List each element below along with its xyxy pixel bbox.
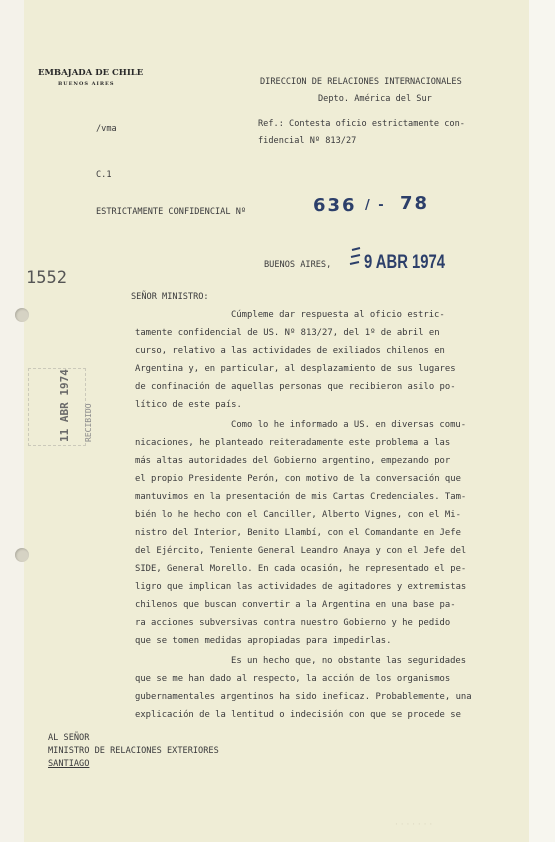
body-line: el propio Presidente Perón, con motivo de la conversación que [135, 474, 461, 484]
body-line: más altas autoridades del Gobierno argentino, empezando por [135, 456, 451, 466]
received-stamp-text: RECIBIDO [84, 403, 93, 442]
body-line: SIDE, General Morello. En cada ocasión, he representado el pe- [135, 564, 467, 574]
document-year: 78 [400, 193, 430, 214]
body-line: de confinación de aquellas personas que recibieron asilo po- [135, 382, 456, 392]
body-line: mantuvimos en la presentación de mis Cartas Credenciales. Tam- [135, 492, 467, 502]
body-line: explicación de la lentitud o indecisión con que se procede se [135, 710, 461, 720]
date-place: BUENOS AIRES, [264, 260, 332, 270]
body-line: bién lo he hecho con el Canciller, Alberto Vignes, con el Mi- [135, 510, 461, 520]
document-number: 636 [313, 195, 357, 216]
body-line: del Ejército, Teniente General Leandro Anaya y con el Jefe del [135, 546, 467, 556]
embassy-name: EMBAJADA DE CHILE [38, 68, 144, 78]
body-line: lítico de este país. [135, 400, 242, 410]
received-stamp [26, 360, 93, 450]
body-line: Argentina y, en particular, al desplazamiento de sus lugares [135, 364, 456, 374]
reference-line-1: Ref.: Contesta oficio estrictamente con- [258, 119, 465, 129]
body-line: chilenos que buscan convertir a la Argentina en una base pa- [135, 600, 456, 610]
body-line: que se me han dado al respecto, la acción de los organismos [135, 674, 451, 684]
body-line: gubernamentales argentinos ha sido ineficaz. Probablemente, una [135, 692, 472, 702]
department-name: Depto. América del Sur [318, 94, 432, 104]
body-line: curso, relativo a las actividades de exiliados chilenos en [135, 346, 445, 356]
margin-number: 1552 [26, 268, 67, 288]
received-stamp-date: 11 ABR 1974 [58, 369, 71, 442]
punch-hole [15, 308, 29, 322]
bleed-through-text: · · · · · · · [395, 820, 433, 830]
body-line: Es un hecho que, no obstante las seguridades [231, 656, 467, 666]
addressee-line-3: SANTIAGO [48, 759, 90, 769]
classification-label: ESTRICTAMENTE CONFIDENCIAL Nº [96, 207, 247, 217]
body-line: nistro del Interior, Benito Llambí, con el Comandante en Jefe [135, 528, 461, 538]
directorate-name: DIRECCION DE RELACIONES INTERNACIONALES [260, 77, 462, 87]
punch-hole [15, 548, 29, 562]
date-stamp: 9 ABR 1974 [364, 252, 446, 273]
page-edge [529, 0, 555, 842]
addressee-line-1: AL SEÑOR [48, 733, 90, 743]
copy-mark: C.1 [96, 170, 112, 180]
typist-initials: /vma [96, 124, 117, 134]
body-line: nicaciones, he planteado reiteradamente este problema a las [135, 438, 451, 448]
body-line: Como lo he informado a US. en diversas comu- [231, 420, 467, 430]
body-line: ra acciones subversivas contra nuestro Gobierno y he pedido [135, 618, 451, 628]
reference-line-2: fidencial Nº 813/27 [258, 136, 357, 146]
embassy-city: BUENOS AIRES [58, 81, 115, 87]
letter-body [96, 0, 516, 842]
body-line: Cúmpleme dar respuesta al oficio estric- [231, 310, 445, 320]
body-line: que se tomen medidas apropiadas para impedirlas. [135, 636, 392, 646]
addressee-line-2: MINISTRO DE RELACIONES EXTERIORES [48, 746, 219, 756]
body-line: ligro que implican las actividades de agitadores y extremistas [135, 582, 467, 592]
number-dash: / - [365, 198, 386, 213]
salutation: SEÑOR MINISTRO: [131, 292, 209, 302]
body-line: tamente confidencial de US. Nº 813/27, del 1º de abril en [135, 328, 440, 338]
